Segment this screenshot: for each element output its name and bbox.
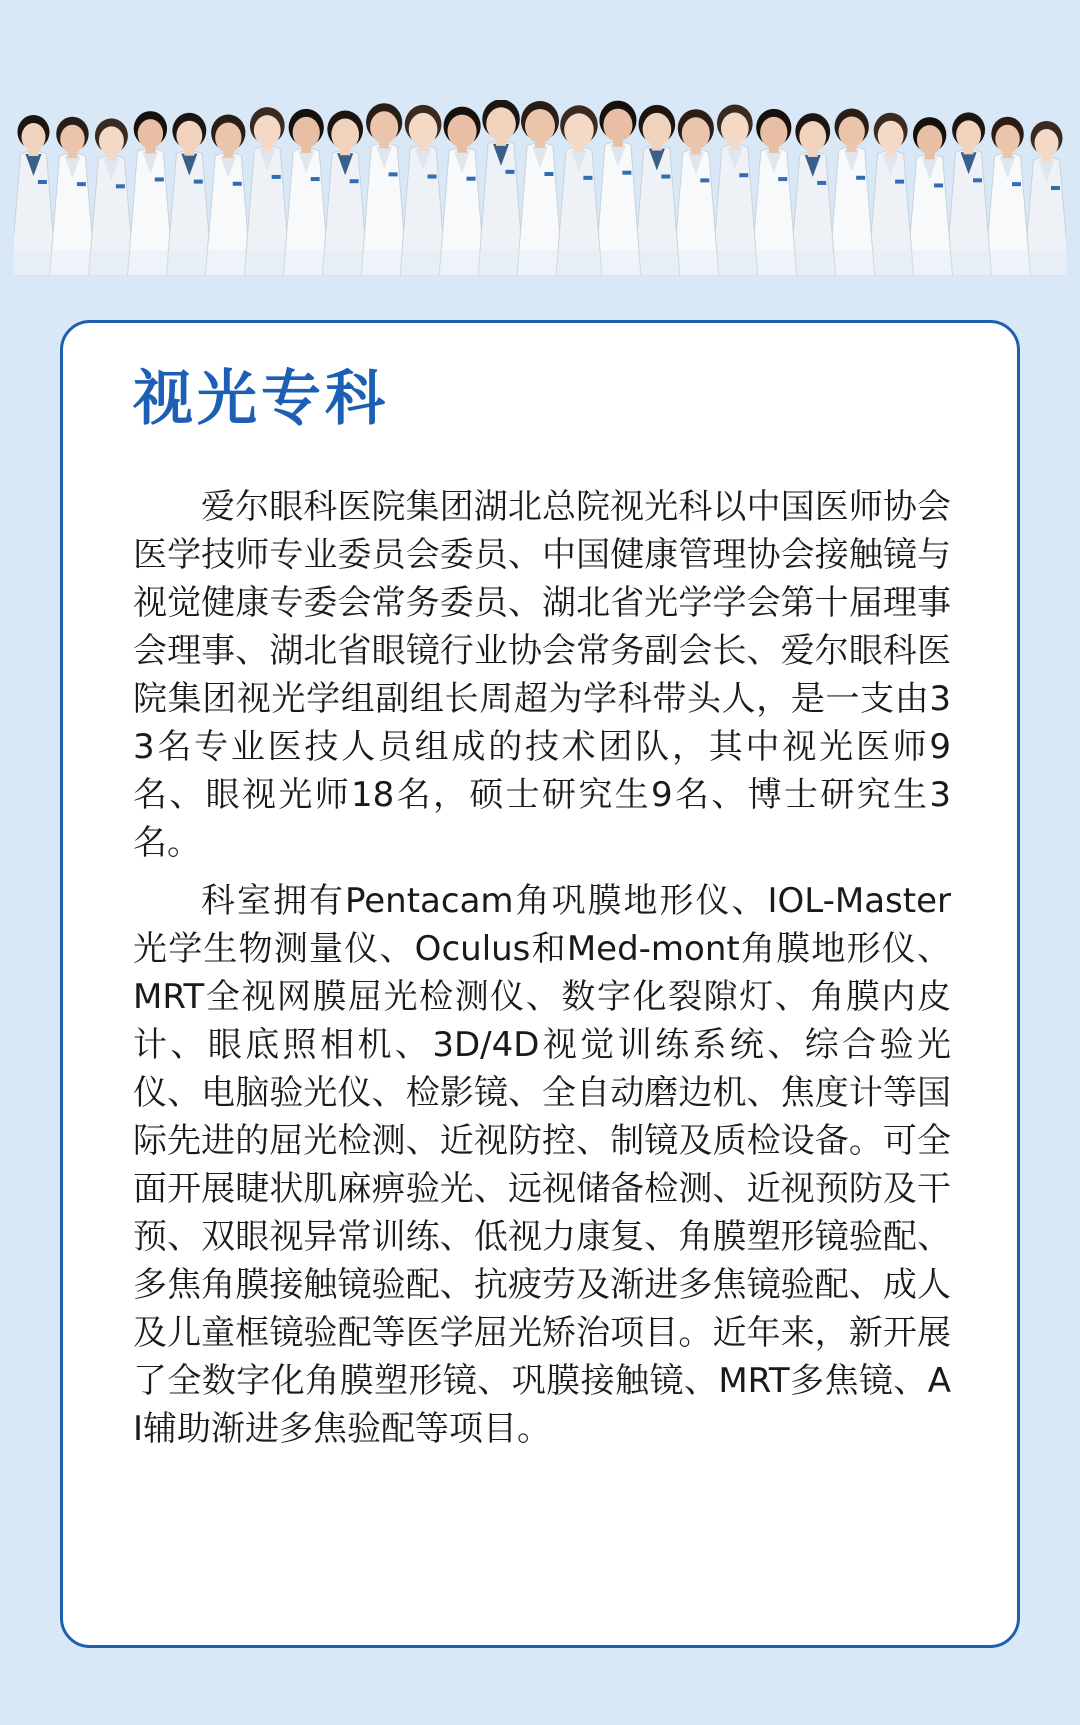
description-body [133, 483, 951, 1463]
section-title: 视光专科 [133, 364, 389, 434]
doctor-figure-icon [595, 101, 641, 276]
doctor-figure-icon [517, 101, 563, 276]
equipment-paragraph: 科室拥有Pentacam角巩膜地形仪、IOL-Master光学生物测量仪、Oculus和Med-mont角膜地形仪、MRT全视网膜屈光检测仪、数字化裂隙灯、角膜内皮计、眼底照相机、3D/4D视觉训练系统、综合验光仪、电脑验光仪、检影镜、全自动磨边机、焦度计等国际先进的屈光检测、近视防控、制镜及质检设备。可全面开展睫状肌麻痹验光、远视储备检测、近视预防及干预、双眼视异常训练、低视力康复、角膜塑形镜验配、多焦角膜接触镜验配、抗疲劳及渐进多焦镜验配、成人及儿童框镜验配等医学屈光矫治项目。近年来，新开展了全数字化角膜塑形镜、巩膜接触镜、MRT多焦镜、AI辅助渐进多焦验配等项目。 [133, 881, 951, 1449]
doctor-figure-icon [478, 100, 524, 276]
doctor-team-icon [14, 100, 1066, 276]
team-photo-banner [14, 100, 1066, 276]
intro-paragraph: 爱尔眼科医院集团湖北总院视光科以中国医师协会医学技师专业委员会委员、中国健康管理协会接触镜与视觉健康专委会常务委员、湖北省光学学会第十届理事会理事、湖北省眼镜行业协会常务副会长、爱尔眼科医院集团视光学组副组长周超为学科带头人，是一支由33名专业医技人员组成的技术团队，其中视光医师9名、眼视光师18名，硕士研究生9名、博士研究生3名。 [133, 487, 951, 863]
content-card [60, 320, 1020, 1648]
